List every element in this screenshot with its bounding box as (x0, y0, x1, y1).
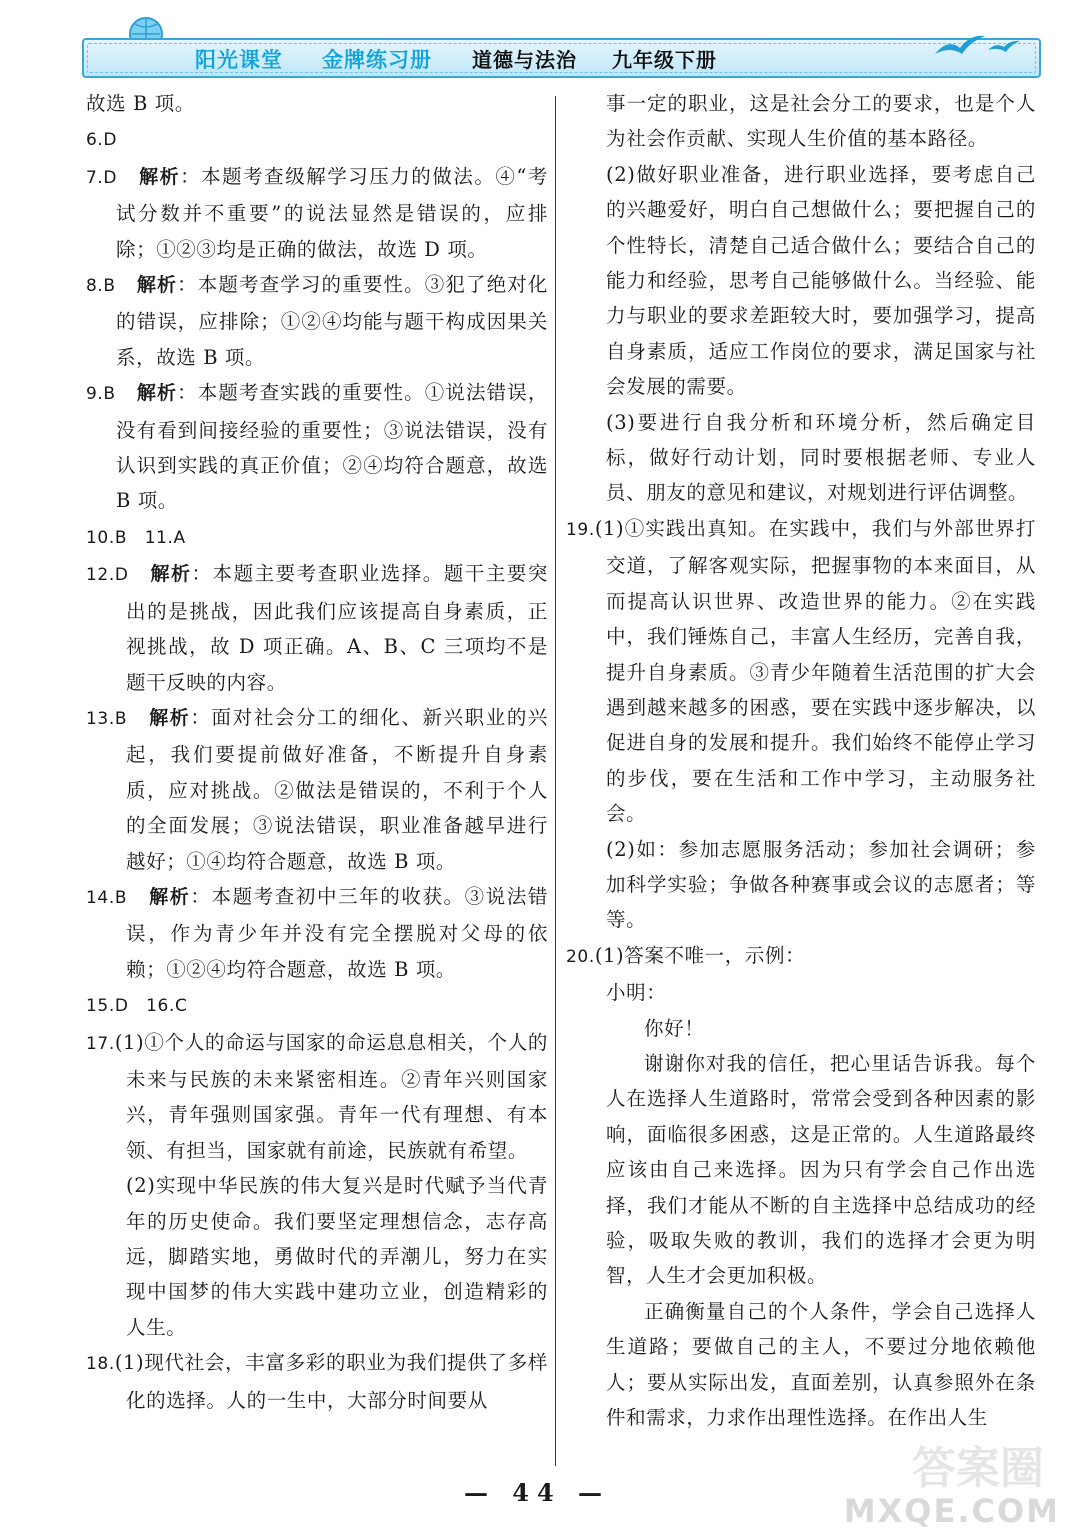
brand-title: 阳光课堂 (195, 48, 283, 72)
answer-text: 事一定的职业，这是社会分工的要求，也是个人为社会作贡献、实现人生价值的基本路径。 (606, 92, 1036, 151)
answer-paragraph (86, 1025, 548, 1169)
answer-paragraph (566, 975, 1036, 1010)
page-number: — 44 — (463, 1478, 611, 1507)
watermark-logo: 答案圈 (912, 1443, 1044, 1494)
answer-text: 你好！ (644, 1016, 705, 1040)
answer-paragraph (86, 556, 548, 700)
question-number: 20. (566, 946, 595, 967)
page-header (0, 0, 1074, 90)
answer-paragraph (86, 987, 548, 1024)
answer-text: ：本题考查学习的重要性。③犯了绝对化的错误，应排除；①②④均能与题干构成因果关系，故选 B 项。 (116, 273, 548, 369)
answer-text: ：本题考查实践的重要性。①说法错误，没有看到间接经验的重要性；③说法错误，没有认识到实践的真正价值；②④均符合题意，故选 B 项。 (116, 381, 548, 513)
answer-paragraph (86, 121, 548, 158)
answer-text: (1)现代社会，丰富多彩的职业为我们提供了多样化的选择。人的一生中，大部分时间要从 (114, 1351, 548, 1412)
answer-paragraph (566, 1011, 1036, 1046)
question-number: 19. (566, 519, 595, 540)
answer-text: (1)①个人的命运与国家的命运息息相关，个人的未来与民族的未来紧密相连。②青年兴则国家兴，青年强则国家强。青年一代有理想、有本领、有担当，国家就有前途，民族就有希望。 (114, 1030, 548, 1162)
answer-paragraph (86, 519, 548, 556)
answer-paragraph (86, 700, 548, 879)
subject-title: 道德与法治 (472, 48, 577, 72)
answer-paragraph (566, 405, 1036, 511)
analysis-label: 解析 (136, 382, 178, 405)
analysis-label: 解析 (149, 706, 191, 729)
question-number: 12.D (86, 565, 129, 586)
question-number: 14.B (86, 887, 128, 908)
right-column (566, 86, 1036, 1435)
question-number: 17. (86, 1033, 115, 1054)
answer-text: 故选 B 项。 (86, 92, 195, 115)
answer-text: 正确衡量自己的个人条件，学会自己选择人生道路；要做自己的主人，不要过分地依赖他人；要从实际出发，直面差别，认真参照外在条件和需求，力求作出理性选择。在作出人生 (606, 1299, 1036, 1430)
answer-text: (2)做好职业准备，进行职业选择，要考虑自己的兴趣爱好，明白自己想做什么；要把握自己的个性特长，清楚自己适合做什么；要结合自己的能力和经验，思考自己能够做什么。当经验、能力与职业的要求差距较大时，要加强学习，提高自身素质，适应工作岗位的要求，满足国家与社会发展的需要。 (606, 162, 1036, 399)
answer-paragraph (86, 86, 548, 121)
analysis-label: 解析 (139, 165, 181, 188)
answer-text: ：本题考查初中三年的收获。③说法错误，作为青少年并没有完全摆脱对父母的依赖；①②④均符合题意，故选 B 项。 (126, 884, 549, 981)
answer-paragraph (566, 938, 1036, 975)
analysis-label: 解析 (136, 274, 178, 297)
answer-text: (3)要进行自我分析和环境分析，然后确定目标，做好行动计划，同时要根据老师、专业人员、朋友的意见和建议，对规划进行评估调整。 (606, 410, 1036, 505)
question-number: 6.D (86, 130, 118, 151)
answer-paragraph (566, 1046, 1036, 1294)
analysis-label: 解析 (150, 563, 192, 586)
answer-text: (1)答案不唯一，示例： (594, 943, 806, 967)
left-column (86, 86, 548, 1418)
answer-paragraph (86, 879, 548, 987)
answer-paragraph (566, 832, 1036, 938)
question-number: 15.D 16.C (86, 996, 188, 1017)
question-number: 13.B (86, 708, 128, 729)
column-divider (555, 96, 556, 1466)
answer-text: ：面对社会分工的细化、新兴职业的兴起，我们要提前做好准备，不断提升自身素质，应对挑战。②做法是错误的，不利于个人的全面发展；③说法错误，职业准备越早进行越好；①④均符合题意，故选 B 项。 (126, 705, 549, 873)
seagull-icon (930, 28, 1030, 68)
grade-title: 九年级下册 (612, 48, 717, 72)
answer-text: (2)实现中华民族的伟大复兴是时代赋予当代青年的历史使命。我们要坚定理想信念，志存高远，脚踏实地，勇做时代的弄潮儿，努力在实现中国梦的伟大实践中建功立业，创造精彩的人生。 (126, 1174, 548, 1339)
analysis-label: 解析 (149, 885, 191, 908)
answer-paragraph (86, 1168, 548, 1345)
answer-paragraph (86, 375, 548, 519)
answer-paragraph (566, 157, 1036, 405)
question-number: 9.B (86, 384, 116, 405)
watermark-domain: MXQE.COM (843, 1492, 1060, 1530)
answer-paragraph (566, 86, 1036, 157)
answer-text: (2)如：参加志愿服务活动；参加社会调研；参加科学实验；争做各种赛事或会议的志愿者；等等。 (606, 837, 1036, 932)
answer-paragraph (566, 511, 1036, 832)
question-number: 10.B 11.A (86, 527, 186, 548)
answer-text: 小明： (606, 981, 667, 1005)
answer-paragraph (566, 1294, 1036, 1436)
question-number: 7.D (86, 167, 118, 188)
answer-text: ：本题主要考查职业选择。题干主要突出的是挑战，因此我们应该提高自身素质，正视挑战，故 D 项正确。A、B、C 三项均不是题干反映的内容。 (126, 562, 548, 694)
answer-paragraph (86, 1345, 548, 1418)
answer-text: (1)①实践出真知。在实践中，我们与外部世界打交道，了解客观实际，把握事物的本来面目，从而提高认识世界、改造世界的能力。②在实践中，我们锤炼自己，丰富人生经历，完善自我，提升自身素质。③青少年随着生活范围的扩大会遇到越来越多的困惑，要在实践中逐步解决，以促进自身的发展和提升。我们始终不能停止学习的步伐，要在生活和工作中学习，主动服务社会。 (594, 516, 1036, 826)
answer-paragraph (86, 267, 548, 375)
answer-text: 谢谢你对我的信任，把心里话告诉我。每个人在选择人生道路时，常常会受到各种因素的影响，面临很多困惑，这是正常的。人生道路最终应该由自己来选择。因为只有学会自己作出选择，我们才能从不断的自主选择中总结成功的经验，吸取失败的教训，我们的选择才会更为明智，人生才会更加积极。 (606, 1051, 1036, 1288)
answer-text: ：本题考查级解学习压力的做法。④“考试分数并不重要”的说法显然是错误的，应排除；①②③均是正确的做法，故选 D 项。 (116, 164, 548, 261)
question-number: 8.B (86, 276, 116, 297)
answer-paragraph (86, 159, 548, 267)
brand-subtitle: 金牌练习册 (322, 48, 432, 72)
question-number: 18. (86, 1354, 115, 1375)
